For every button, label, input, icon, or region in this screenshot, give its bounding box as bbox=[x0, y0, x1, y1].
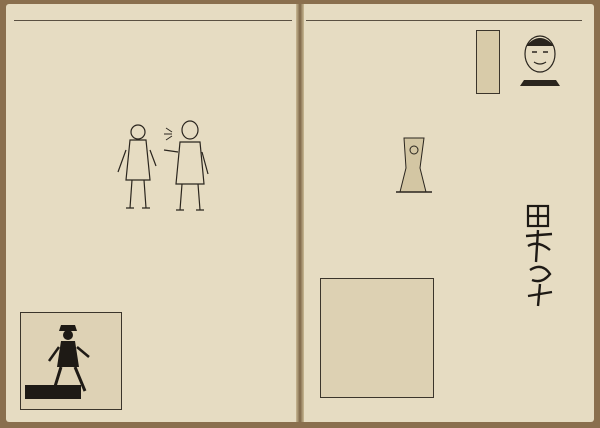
cartoon-figure-right bbox=[164, 121, 208, 210]
portrait-sketch bbox=[516, 28, 564, 86]
cartoon-figure-left bbox=[118, 125, 156, 208]
signature-image bbox=[520, 200, 564, 310]
series-label-box bbox=[476, 30, 500, 94]
right-header-rule bbox=[306, 20, 582, 21]
left-header-rule bbox=[14, 20, 292, 21]
left-body-lower-2 bbox=[140, 240, 290, 410]
right-body-bottom bbox=[512, 318, 592, 414]
cartoon-illustration bbox=[108, 110, 218, 220]
right-body-lower-2 bbox=[306, 226, 424, 276]
namecard-text bbox=[325, 285, 407, 389]
left-body-lower bbox=[14, 240, 132, 300]
namecard-box bbox=[320, 278, 434, 398]
ad-brand-label bbox=[25, 385, 81, 399]
right-body-lower-1 bbox=[436, 226, 496, 412]
gutter bbox=[296, 4, 304, 422]
advertisement-box bbox=[20, 312, 122, 410]
figurine-illustration bbox=[390, 128, 438, 200]
